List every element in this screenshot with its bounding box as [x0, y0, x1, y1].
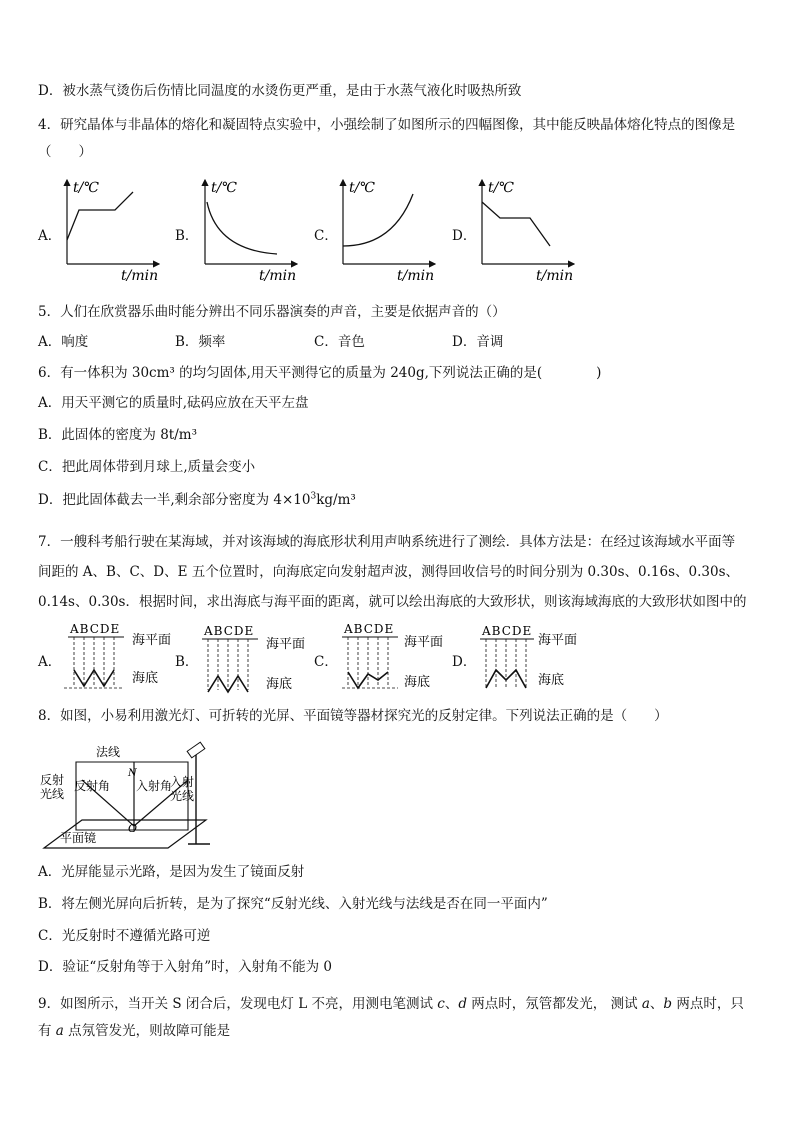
q7-option-c-label: C． [314, 654, 338, 670]
q4-option-c-label: C． [314, 228, 338, 244]
q6-stem: 6．有一体积为 30cm³ 的均匀固体,用天平测得它的质量为 240g,下列说法正确的是( ) [38, 365, 602, 381]
q4-d-yaxis-label: t/℃ [488, 180, 515, 196]
svg-text:反射角: 反射角 [74, 779, 111, 793]
q4-graph-c [331, 172, 441, 284]
q7-seabed-d [476, 622, 596, 697]
svg-text:海底: 海底 [538, 673, 565, 688]
q4-option-b-label: B． [175, 228, 199, 244]
q7-seabed-b [196, 622, 316, 697]
svg-text:ABCDE: ABCDE [482, 624, 533, 638]
q7-line-3: 0.14s、0.30s．根据时间，求出海底与海平面的距离，就可以绘出海底的大致形状，则该海域海底的大致形状如图中的 [38, 594, 747, 610]
q8-option-c: C．光反射时不遵循光路可逆 [38, 928, 211, 944]
q4-option-a-label: A． [38, 228, 62, 244]
q8-option-a: A．光屏能显示光路，是因为发生了镜面反射 [38, 864, 305, 880]
q5-stem: 5．人们在欣赏器乐曲时能分辨出不同乐器演奏的声音，主要是依据声音的（） [38, 304, 506, 320]
svg-text:海平面: 海平面 [404, 635, 444, 650]
q4-graph-a [55, 172, 165, 284]
svg-text:海平面: 海平面 [266, 637, 306, 652]
svg-text:海底: 海底 [132, 671, 159, 686]
q8-reflection-figure [38, 740, 218, 865]
svg-text:ABCDE: ABCDE [70, 622, 121, 636]
q4-option-d-label: D． [452, 228, 477, 244]
q3-option-d: D．被水蒸气烫伤后伤情比同温度的水烫伤更严重，是由于水蒸气液化时吸热所致 [38, 83, 522, 99]
q5-option-c: C．音色 [314, 334, 365, 350]
q8-option-d: D．验证“反射角等于入射角”时，入射角不能为 0 [38, 959, 333, 975]
q8-stem: 8．如图，小易利用激光灯、可折转的光屏、平面镜等器材探究光的反射定律。下列说法正确的是（ ） [38, 708, 668, 724]
q4-b-yaxis-label: t/℃ [211, 180, 238, 196]
q4-d-xaxis-label: t/min [536, 268, 574, 284]
svg-text:入射角: 入射角 [136, 779, 173, 793]
q4-c-yaxis-label: t/℃ [349, 180, 376, 196]
svg-text:海平面: 海平面 [538, 633, 578, 648]
q6-option-a: A．用天平测它的质量时,砝码应放在天平左盘 [38, 395, 309, 411]
q7-seabed-a [60, 620, 180, 695]
svg-text:海底: 海底 [266, 677, 293, 692]
svg-text:海平面: 海平面 [132, 633, 172, 648]
q4-b-xaxis-label: t/min [259, 268, 297, 284]
svg-text:ABCDE: ABCDE [344, 622, 395, 636]
q9-line-2: 有 a 点氖管发光，则故障可能是 [38, 1023, 231, 1039]
q7-seabed-c [336, 620, 456, 695]
svg-text:ABCDE: ABCDE [204, 624, 255, 638]
svg-text:光线: 光线 [40, 787, 65, 801]
q5-option-d: D．音调 [452, 334, 504, 350]
q7-line-2: 间距的 A、B、C、D、E 五个位置时，向海底定向发射超声波，测得回收信号的时间分别为 0.30s、0.16s、0.30s、 [38, 564, 740, 580]
q9-line-1: 9．如图所示，当开关 S 闭合后，发现电灯 L 不亮，用测电笔测试 c、d 两点时，氖管都发光， 测试 a、b 两点时，只 [38, 996, 744, 1012]
q4-a-xaxis-label: t/min [121, 268, 159, 284]
q7-option-d-label: D． [452, 654, 477, 670]
q4-paren: （ ） [38, 144, 92, 160]
q4-graph-b [193, 172, 303, 284]
q7-option-b-label: B． [175, 654, 199, 670]
svg-text:N: N [128, 768, 137, 779]
svg-text:入射: 入射 [170, 775, 195, 789]
q5-option-a: A．响度 [38, 334, 89, 350]
q4-a-yaxis-label: t/℃ [73, 180, 100, 196]
q7-option-a-label: A． [38, 654, 62, 670]
svg-text:海底: 海底 [404, 675, 431, 690]
svg-text:法线: 法线 [96, 745, 121, 759]
svg-text:O: O [128, 822, 138, 835]
q6-option-b: B．此固体的密度为 8t/m³ [38, 427, 197, 443]
q4-stem: 4．研究晶体与非晶体的熔化和凝固特点实验中，小强绘制了如图所示的四幅图像，其中能反映晶体熔化特点的图像是 [38, 117, 736, 133]
q6-option-c: C．把此周体带到月球上,质量会变小 [38, 459, 256, 475]
q8-option-b: B．将左侧光屏向后折转，是为了探究“反射光线、入射光线与法线是否在同一平面内” [38, 896, 548, 912]
q5-option-b: B．频率 [175, 334, 226, 350]
q7-line-1: 7．一艘科考船行驶在某海域，并对该海域的海底形状利用声呐系统进行了测绘．具体方法是：在经过该海域水平面等 [38, 534, 736, 550]
q4-graph-d [470, 172, 580, 284]
q6-option-d: D．把此固体截去一半,剩余部分密度为 $4\times 10^3kg/m^3$ [38, 491, 356, 508]
svg-text:反射: 反射 [40, 773, 65, 787]
svg-text:平面镜: 平面镜 [60, 831, 97, 845]
svg-text:光线: 光线 [170, 789, 195, 803]
q4-c-xaxis-label: t/min [397, 268, 435, 284]
